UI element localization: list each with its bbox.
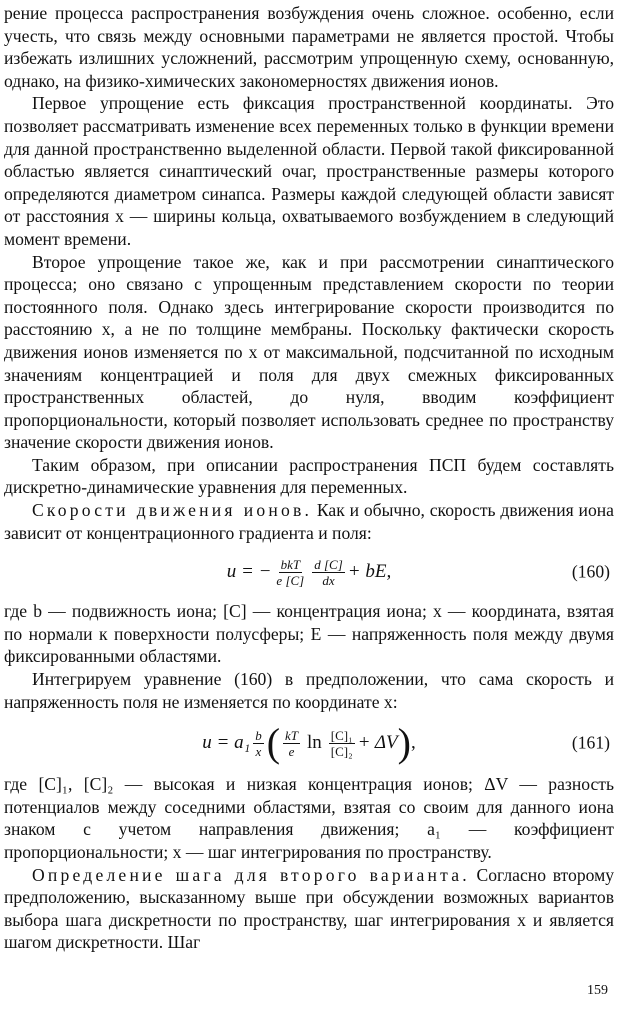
eq160-f1-den: e [C] [276,572,305,588]
eq161-ln: ln [307,732,322,754]
section-text: Как и обычно, скорость движения иона зависит от концентрационного градиента и поля: [4,500,614,543]
eq160-f2-den: dx [322,572,335,588]
right-paren: ) [397,720,411,766]
eq161-fraction-2 [283,728,300,759]
eq161-tail: , [411,732,416,754]
left-paren: ( [266,720,281,766]
eq161-rhs: + ΔV [357,732,398,754]
eq160-f1-num: bkT [280,556,301,572]
eq160-fraction-1 [274,557,306,588]
eq161-f1-num: b [255,727,262,743]
eq161-lhs: u = a₁ [202,732,251,754]
eq161-f1-den: x [255,743,262,759]
section-heading: Определение шага для второго варианта. [32,864,470,885]
section-heading: Скорости движения ионов. [32,500,313,521]
eq161-f3-num: [C]₁ [330,727,353,743]
eq161-f2-den: e [288,743,295,759]
equation-number: (160) [571,561,610,582]
paragraph-3: Второе упрощение такое же, как и при рассмотрении синаптического процесса; оно связано с упрощенным представлением скорости по теории постоянного поля. Однако здесь интегрирование скорости производится по расстоянию x, а не по толщине мембраны. Поскольку фактически скорость движения ионов изменяется по x от максимальной, подсчитанной по исходным значениям концентрацией и поля для двух смежных фиксированных пространственных областей, до нуля, вводим коэффициент пропорциональности, который позволяет использовать среднее по пространству значение скорости движения ионов. [4,251,614,453]
eq160-f2-num: d [C] [314,556,343,572]
paragraph-1: рение процесса распространения возбуждения очень сложное. особенно, если учесть, что связь между основными параметрами не является простой. Чтобы избежать излишних усложнений, рассмотрим упрощенную схему, основанную, однако, на физико-химических закономерностях движения ионов. [4,3,614,91]
eq160-lhs: u = − [226,561,272,583]
eq161-f3-den: [C]₂ [330,743,353,759]
page-number: 159 [587,983,608,998]
section-step-definition [4,864,614,954]
eq161-fraction-3 [329,728,355,759]
equation-160 [4,544,614,600]
paragraph-2: Первое упрощение есть фиксация пространственной координаты. Это позволяет рассматривать изменение всех переменных только в функции времени для данной пространственно выделенной области. Первой такой фиксированной областью является синаптический очаг, пространственные размеры которого определяются диаметром синапса. Размеры каждой следующей области зависят от расстояния x — ширины кольца, охватываемого возбуждением в следующий момент времени. [4,93,614,249]
paragraph-after-161: где [C]₁, [C]₂ — высокая и низкая концентрация ионов; ΔV — разность потенциалов между соседними областями, взятая со своим для данного иона знаком с учетом направления движения; a₁ — коэффициент пропорциональности; x — шаг интегрирования по пространству. [4,774,614,862]
section-ion-velocity [4,499,614,544]
eq161-fraction-1 [253,728,264,759]
equation-number: (161) [571,732,610,753]
paragraph-after-160: где b — подвижность иона; [C] — концентрация иона; x — координата, взятая по нормали к поверхности полусферы; E — напряженность поля между двумя фиксированными областями. [4,601,614,667]
eq160-fraction-2 [312,557,345,588]
eq160-rhs: + bE, [347,561,392,583]
paragraph-4: Таким образом, при описании распространения ПСП будем составлять дискретно-динамические уравнения для переменных. [4,454,614,498]
equation-161 [4,713,614,773]
paragraph-integrate: Интегрируем уравнение (160) в предположении, что сама скорость и напряженность поля не изменяется по координате x: [4,669,614,712]
section-text: Согласно второму предположению, высказанному выше при обсуждении возможных вариантов выбора шага дискретности по пространству, шаг интегрирования x и является шагом дискретности. Шаг [4,864,615,953]
eq161-f2-num: kT [285,727,299,743]
